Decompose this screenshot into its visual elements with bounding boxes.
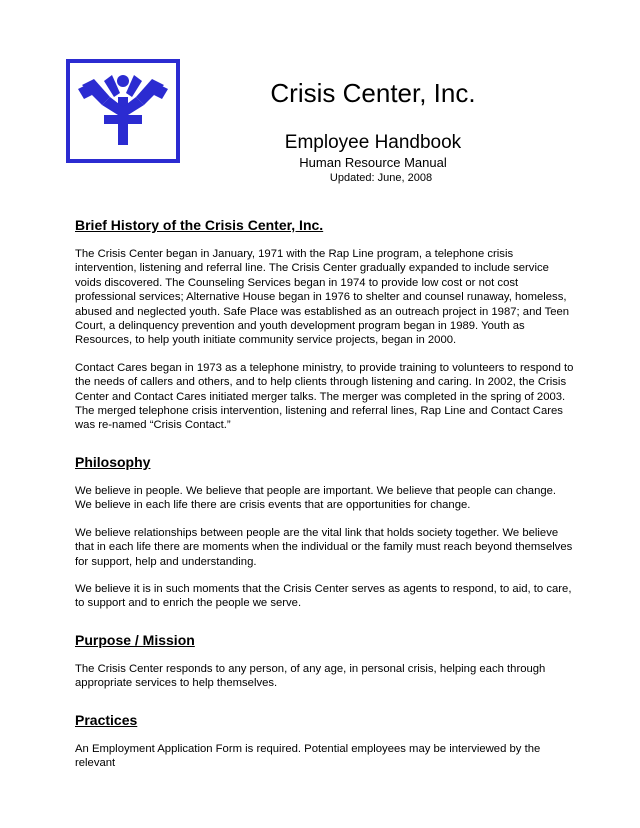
- section-history: [75, 216, 575, 433]
- handbook-title: Employee Handbook: [284, 132, 462, 153]
- paragraph: The Crisis Center began in January, 1971 with the Rap Line program, a telephone crisis intervention, listening and referral line. The Crisis Center gradually expanded to include service voids discovered. The Counseling Services began in 1974 to provide low cost or not cost professional services; Alternative House began in 1976 to shelter and counsel runaway, homeless, abused and neglected youth. Safe Place was established as an outreach project in 1987; and Teen Court, a delinquency prevention and youth development program began in 1989. Youth as Resources, to help youth initiate community service projects, began in 2000.: [75, 248, 570, 347]
- paragraph: Contact Cares began in 1973 as a telephone ministry, to provide training to volunteers to respond to the needs of callers and others, and to help clients through listening and caring. In 2002, the Crisis Center and Contact Cares initiated merger talks. The merger was completed in the spring of 2003. The merged telephone crisis intervention, listening and referral lines, Rap Line and Contact Cares was re-named “Crisis Contact.”: [75, 361, 574, 432]
- section-practices: [75, 711, 575, 771]
- org-title: Crisis Center, Inc.: [270, 78, 476, 108]
- handbook-content: [75, 216, 575, 790]
- manual-subtitle: Human Resource Manual: [299, 155, 447, 170]
- crisis-center-logo: [66, 59, 180, 163]
- section-heading: Purpose / Mission: [75, 631, 195, 648]
- section-purpose-mission: [75, 631, 575, 691]
- paragraph: We believe relationships between people are the vital link that holds society together. We believe that in each life there are moments when the individual or the family must reach beyond themselves for support, help and understanding.: [75, 526, 573, 568]
- paragraph: The Crisis Center responds to any person, of any age, in personal crisis, helping each through appropriate services to help themselves.: [75, 662, 546, 690]
- section-heading: Practices: [75, 711, 138, 728]
- crisis-center-logo-icon: [66, 59, 180, 163]
- section-heading: Philosophy: [75, 453, 151, 470]
- section-philosophy: [75, 453, 575, 611]
- updated-date: Updated: June, 2008: [329, 172, 433, 184]
- section-heading: Brief History of the Crisis Center, Inc.: [75, 217, 324, 233]
- paragraph: An Employment Application Form is required. Potential employees may be interviewed by the relevant: [75, 742, 541, 769]
- paragraph: We believe in people. We believe that people are important. We believe that people can change. We believe in each life there are crisis events that are opportunities for change.: [75, 484, 557, 512]
- paragraph: We believe it is in such moments that the Crisis Center serves as agents to respond, to aid, to care, to support and to enrich the people we serve.: [75, 582, 572, 610]
